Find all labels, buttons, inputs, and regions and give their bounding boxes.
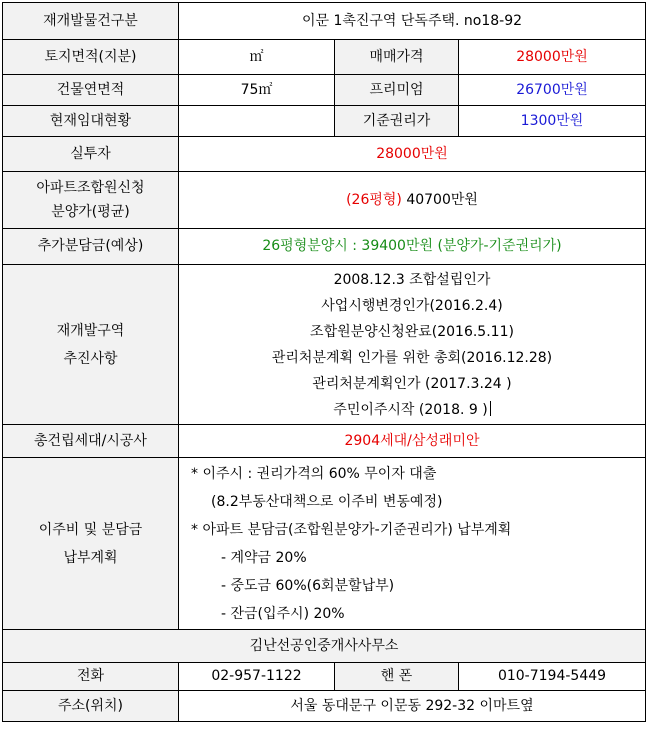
- premium-value: 26700만원: [459, 75, 646, 106]
- property-info-table: [2, 2, 646, 722]
- relocation-label-line1: 이주비 및 분담금: [38, 521, 143, 538]
- relocation-line: - 잔금(입주시) 20%: [221, 605, 345, 622]
- relocation-label-line2: 납부계획: [63, 549, 118, 566]
- row-building: [3, 75, 646, 106]
- row-progress: [3, 265, 646, 425]
- progress-item-last: [183, 397, 641, 423]
- extra-value: 26평형분양시 : 39400만원 (분양가-기준권리가): [179, 229, 646, 265]
- row-phone: [3, 663, 646, 691]
- progress-item: 사업시행변경인가(2016.2.4): [321, 297, 503, 314]
- households-value: 2904세대/삼성래미안: [179, 425, 646, 458]
- apt-value: [179, 172, 646, 229]
- lease-value: [179, 106, 335, 137]
- phone-value: 02-957-1122: [179, 663, 335, 691]
- relocation-line: * 아파트 분담금(조합원분양가-기준권리가) 납부계획: [191, 521, 512, 538]
- phone-label: 전화: [3, 663, 179, 691]
- apt-label-line2: 분양가(평균): [51, 204, 130, 220]
- progress-label-line2: 추진사항: [63, 350, 118, 367]
- rights-label: 기준권리가: [335, 106, 459, 137]
- row-extra: [3, 229, 646, 265]
- rights-value: 1300만원: [459, 106, 646, 137]
- apt-size: (26평형): [346, 191, 402, 208]
- apt-label-line1: 아파트조합원신청: [36, 180, 145, 196]
- invest-label: 실투자: [3, 137, 179, 172]
- kind-value: 이문 1촉진구역 단독주택. no18-92: [179, 3, 646, 40]
- row-office: [3, 630, 646, 663]
- row-address: [3, 691, 646, 722]
- relocation-line: * 이주시 : 권리가격의 60% 무이자 대출: [191, 465, 437, 482]
- land-label: 토지면적(지분): [3, 40, 179, 75]
- invest-value: 28000만원: [179, 137, 646, 172]
- relocation-line: - 중도금 60%(6회분할납부): [221, 577, 395, 594]
- households-label: 총건립세대/시공사: [3, 425, 179, 458]
- mobile-label: 핸 폰: [335, 663, 459, 691]
- row-households: [3, 425, 646, 458]
- text-caret: [490, 401, 491, 416]
- apt-label: [3, 172, 179, 229]
- progress-label: [3, 265, 179, 425]
- land-value: ㎡: [179, 40, 335, 75]
- row-land: [3, 40, 646, 75]
- row-lease: [3, 106, 646, 137]
- progress-item: 주민이주시작 (2018. 9 ): [333, 401, 488, 418]
- progress-item: 관리처분계획 인가를 위한 총회(2016.12.28): [271, 349, 553, 366]
- progress-item: 2008.12.3 조합설립인가: [333, 271, 491, 288]
- address-value: 서울 동대문구 이문동 292-32 이마트옆: [179, 691, 646, 722]
- row-apt: [3, 172, 646, 229]
- lease-label: 현재임대현황: [3, 106, 179, 137]
- row-invest: [3, 137, 646, 172]
- apt-price: 40700만원: [406, 191, 478, 208]
- row-relocation: [3, 458, 646, 630]
- mobile-value: 010-7194-5449: [459, 663, 646, 691]
- progress-label-line1: 재개발구역: [56, 322, 125, 339]
- address-label: 주소(위치): [3, 691, 179, 722]
- price-label: 매매가격: [335, 40, 459, 75]
- premium-label: 프리미엄: [335, 75, 459, 106]
- extra-label: 추가분담금(예상): [3, 229, 179, 265]
- relocation-label: [3, 458, 179, 630]
- relocation-details: [179, 458, 646, 630]
- progress-item: 관리처분계획인가 (2017.3.24 ): [312, 375, 512, 392]
- price-value: 28000만원: [459, 40, 646, 75]
- progress-list: [179, 265, 646, 425]
- building-label: 건물연면적: [3, 75, 179, 106]
- progress-item: 조합원분양신청완료(2016.5.11): [310, 323, 514, 340]
- kind-label: 재개발물건구분: [3, 3, 179, 40]
- building-value: 75㎡: [179, 75, 335, 106]
- relocation-line: (8.2부동산대책으로 이주비 변동예정): [211, 493, 443, 510]
- row-kind: [3, 3, 646, 40]
- relocation-line: - 계약금 20%: [221, 549, 307, 566]
- office-name: 김난선공인중개사사무소: [3, 630, 646, 663]
